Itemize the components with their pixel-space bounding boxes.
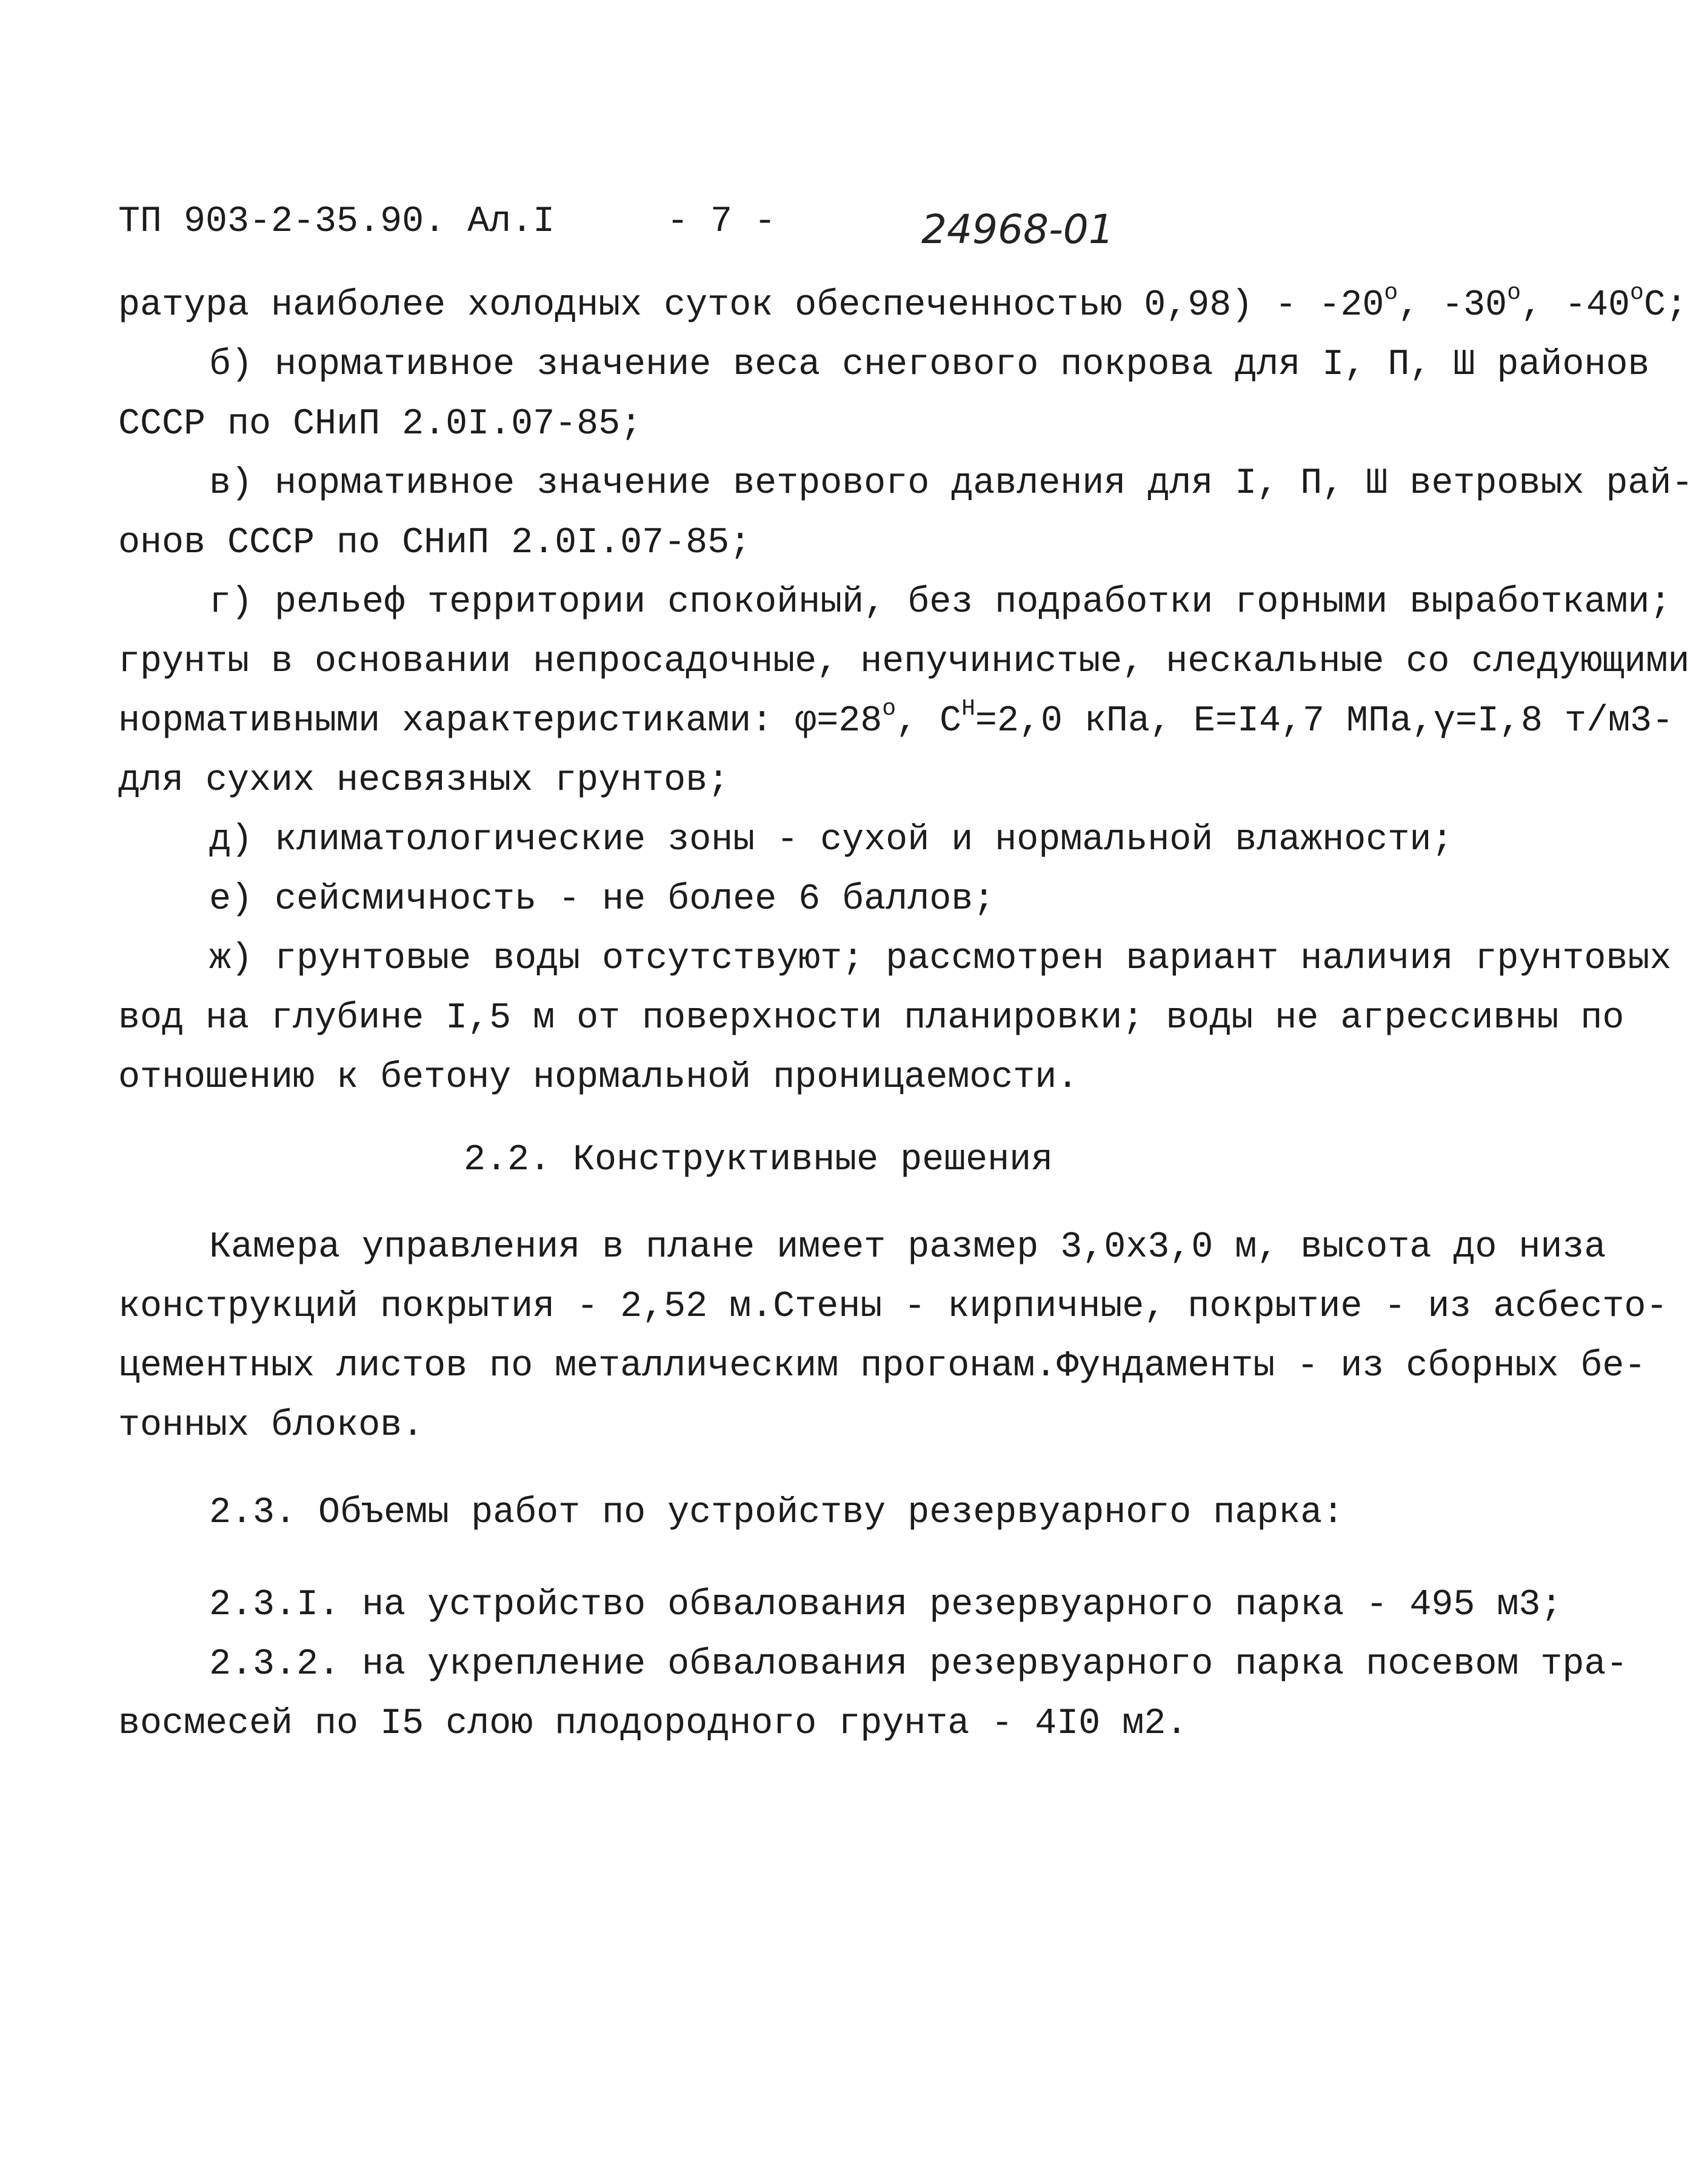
text-line: е) сейсмичность - не более 6 баллов; [209,879,995,920]
text-line: грунты в основании непросадочные, непучинистые, нескальные со следующими [118,641,1690,683]
text-line: онов СССР по СНиП 2.0I.07-85; [118,523,752,564]
text-line: конструкций покрытия - 2,52 м.Стены - кирпичные, покрытие - из асбесто- [118,1286,1668,1327]
page-number: - 7 - [667,201,776,242]
text-line: нормативными характеристиками: $\varphi=28^о$, $С^Н=2,0$ кПа, Е=I4,7 МПа,γ=I,8 т/м3- [118,696,1674,742]
text-line: вод на глубине I,5 м от поверхности планировки; воды не агрессивны по [118,998,1625,1039]
section-heading: 2.3. Объемы работ по устройству резервуарного парка: [209,1492,1344,1534]
text-line: г) рельеф территории спокойный, без подработки горными выработками; [209,582,1672,623]
text-line: в) нормативное значение ветрового давления для I, П, Ш ветровых рай- [209,463,1693,504]
text-line: Камера управления в плане имеет размер 3,0х3,0 м, высота до низа [209,1227,1606,1268]
document-code: ТП 903-2-35.90. Ал.I [118,201,555,242]
text-line: СССР по СНиП 2.0I.07-85; [118,404,643,445]
text-line: отношению к бетону нормальной проницаемости. [118,1057,1079,1098]
section-title: 2.2. Конструктивные решения [464,1140,1054,1181]
text-line: восмесей по I5 слою плодородного грунта - 4I0 м2. [118,1703,1188,1745]
text-line: для сухих несвязных грунтов; [118,760,730,801]
text-line: б) нормативное значение веса снегового покрова для I, П, Ш районов [209,344,1650,386]
handwritten-number: 24968-01 [921,206,1114,253]
text-line: тонных блоков. [118,1405,424,1446]
text-line: д) климатологические зоны - сухой и нормальной влажности; [209,820,1454,861]
text-line: 2.3.I. на устройство обвалования резервуарного парка - 495 м3; [209,1585,1563,1626]
text-line: ж) грунтовые воды отсутствуют; рассмотрен вариант наличия грунтовых [209,938,1672,980]
text-line: цементных листов по металлическим прогонам.Фундаменты - из сборных бе- [118,1346,1646,1387]
text-line: 2.3.2. на укрепление обвалования резервуарного парка посевом тра- [209,1644,1628,1685]
text-line: ратура наиболее холодных суток обеспеченностью $0,98) - -20^о$, $-30^о$, $-40^оС$; [118,280,1688,326]
